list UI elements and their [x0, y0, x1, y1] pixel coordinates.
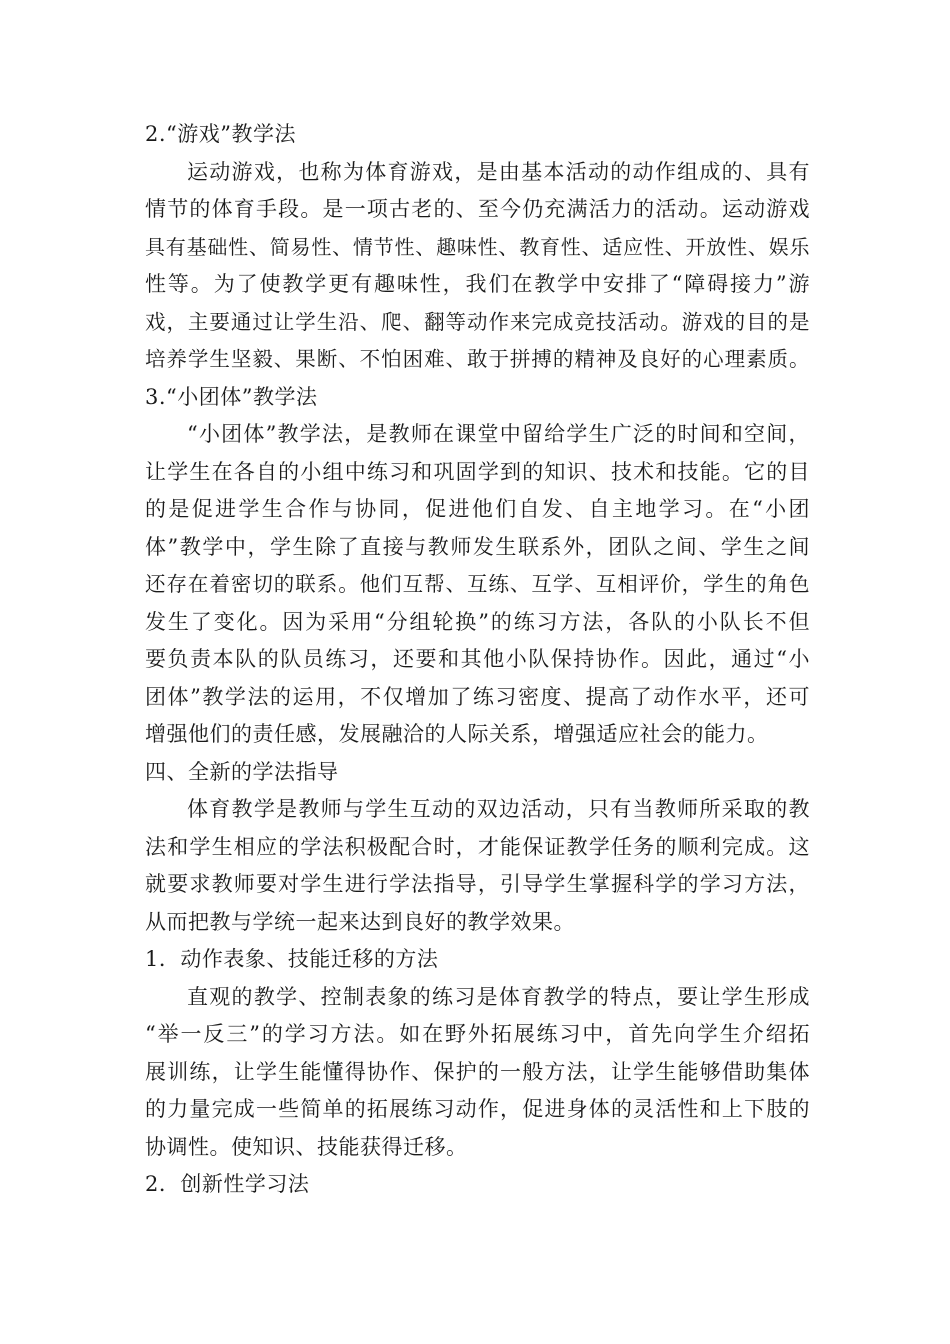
text-line: 从而把教与学统一起来达到良好的教学效果。: [145, 909, 575, 934]
text-line: 体”教学中，学生除了直接与教师发生联系外，团队之间、学生之间: [145, 534, 810, 559]
text-line: 的是促进学生合作与协同，促进他们自发、自主地学习。在“小团: [145, 497, 810, 521]
text-line: 协调性。使知识、技能获得迁移。: [145, 1134, 468, 1159]
text-line: 要负责本队的队员练习，还要和其他小队保持协作。因此，通过“小: [145, 647, 810, 671]
text-line: 2．创新性学习法: [145, 1172, 310, 1196]
text-line: “举一反三”的学习方法。如在野外拓展练习中，首先向学生介绍拓: [145, 1022, 810, 1046]
text-line: 团体”教学法的运用，不仅增加了练习密度、提高了动作水平，还可: [145, 684, 810, 709]
text-line: 培养学生坚毅、果断、不怕困难、敢于拼搏的精神及良好的心理素质。: [145, 347, 810, 371]
text-line: “小团体”教学法，是教师在课堂中留给学生广泛的时间和空间，: [187, 422, 810, 446]
text-line: 法和学生相应的学法积极配合时，才能保证教学任务的顺利完成。这: [145, 834, 810, 859]
text-line: 展训练，让学生能懂得协作、保护的一般方法，让学生能够借助集体: [145, 1059, 810, 1084]
text-line: 直观的教学、控制表象的练习是体育教学的特点，要让学生形成: [187, 984, 810, 1009]
text-line: 增强他们的责任感，发展融洽的人际关系，增强适应社会的能力。: [145, 722, 769, 746]
text-line: 1．动作表象、技能迁移的方法: [145, 947, 439, 971]
text-line: 四、全新的学法指导: [145, 759, 339, 784]
document-body: [145, 116, 810, 1204]
text-line: 体育教学是教师与学生互动的双边活动，只有当教师所采取的教: [187, 797, 810, 821]
text-line: 发生了变化。因为采用“分组轮换”的练习方法，各队的小队长不但: [145, 609, 810, 634]
text-line: 就要求教师要对学生进行学法指导，引导学生掌握科学的学习方法，: [145, 872, 810, 896]
text-line: 3.“小团体”教学法: [145, 384, 318, 409]
text-line: 具有基础性、简易性、情节性、趣味性、教育性、适应性、开放性、娱乐: [145, 234, 810, 259]
text-line: 让学生在各自的小组中练习和巩固学到的知识、技术和技能。它的目: [145, 459, 810, 484]
text-line: 的力量完成一些简单的拓展练习动作，促进身体的灵活性和上下肢的: [145, 1097, 810, 1121]
text-line: 还存在着密切的联系。他们互帮、互练、互学、互相评价，学生的角色: [145, 572, 810, 596]
text-line: 戏，主要通过让学生沿、爬、翻等动作来完成竞技活动。游戏的目的是: [145, 309, 810, 334]
text-line: 情节的体育手段。是一项古老的、至今仍充满活力的活动。运动游戏: [145, 197, 810, 221]
text-line: 性等。为了使教学更有趣味性，我们在教学中安排了“障碍接力”游: [145, 272, 810, 296]
text-line: 2.“游戏”教学法: [145, 122, 297, 146]
text-line: 运动游戏，也称为体育游戏，是由基本活动的动作组成的、具有: [187, 159, 810, 184]
